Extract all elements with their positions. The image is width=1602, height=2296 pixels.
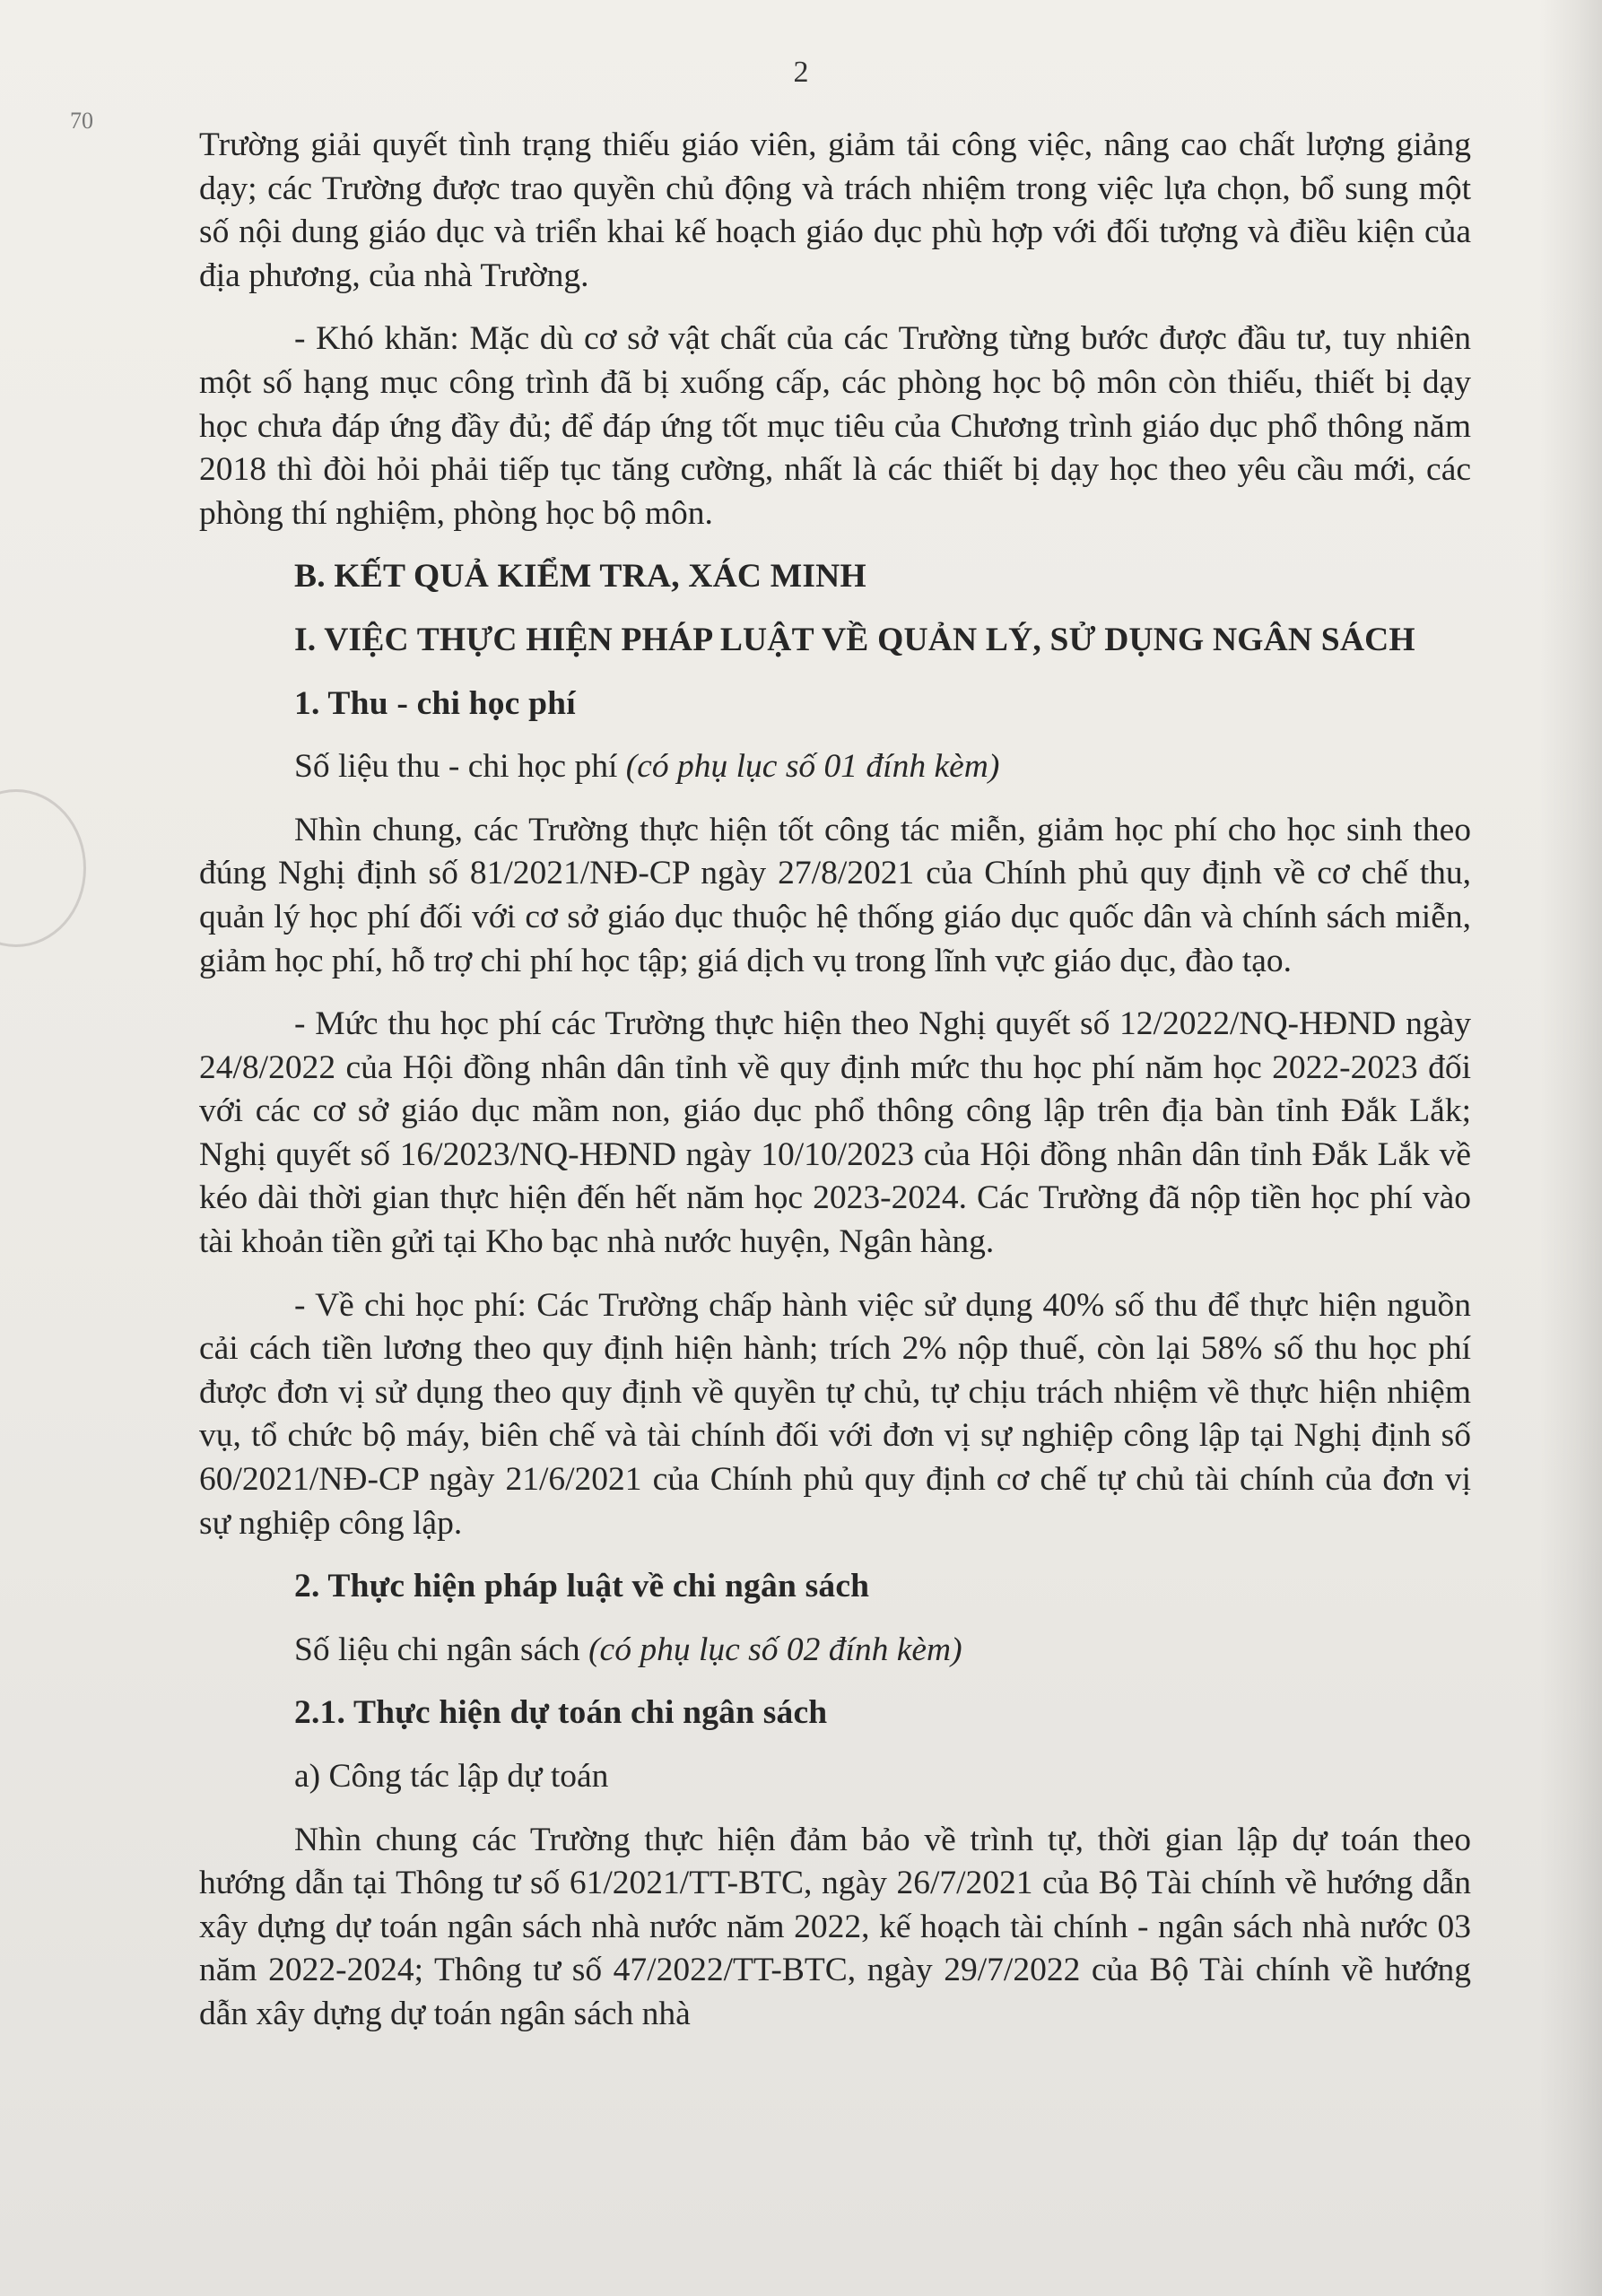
heading-section-i: I. VIỆC THỰC HIỆN PHÁP LUẬT VỀ QUẢN LÝ, SỬ DỤNG NGÂN SÁCH — [294, 621, 1415, 658]
page-number: 2 — [793, 56, 809, 89]
heading-section-b: B. KẾT QUẢ KIỂM TRA, XÁC MINH — [294, 558, 866, 596]
paragraph-1: Trường giải quyết tình trạng thiếu giáo viên, giảm tải công việc, nâng cao chất lượng giảng dạy; các Trường được trao quyền chủ động và trách nhiệm trong việc lựa chọn, bổ sung một số nội dung giáo dục và triển khai kế hoạch giáo dục phù hợp với đối tượng và điều kiện của địa phương, của nhà Trường. — [199, 126, 1471, 294]
margin-handwritten-mark: 70 — [70, 108, 93, 134]
appendix-01-note: (có phụ lục số 01 đính kèm) — [625, 748, 1000, 786]
tuition-data-text: Số liệu thu - chi học phí — [294, 748, 626, 786]
heading-2-1-budget-estimate: 2.1. Thực hiện dự toán chi ngân sách — [294, 1694, 828, 1732]
heading-a-estimate-preparation: a) Công tác lập dự toán — [294, 1758, 609, 1795]
budget-data-text: Số liệu chi ngân sách — [294, 1631, 589, 1668]
paragraph-tuition-spending: - Về chi học phí: Các Trường chấp hành việc sử dụng 40% số thu để thực hiện nguồn cải cách tiền lương theo quy định hiện hành; trích 2% nộp thuế, còn lại 58% số thu học phí được đơn vị sử dụng theo quy định về quyền tự chủ, tự chịu trách nhiệm về thực hiện nhiệm vụ, tổ chức bộ máy, biên chế và tài chính đối với đơn vị sự nghiệp công lập tại Nghị định số 60/2021/NĐ-CP ngày 21/6/2021 của Chính phủ quy định cơ chế tự chủ tài chính của đơn vị sự nghiệp công lập. — [199, 1286, 1471, 1542]
page-edge-shadow — [1539, 0, 1602, 2296]
seal-stamp-partial — [0, 789, 86, 947]
paragraph-difficulties: - Khó khăn: Mặc dù cơ sở vật chất của các Trường từng bước được đầu tư, tuy nhiên một số hạng mục công trình đã bị xuống cấp, các phòng học bộ môn còn thiếu, thiết bị dạy học chưa đáp ứng đầy đủ; để đáp ứng tốt mục tiêu của Chương trình giáo dục phổ thông năm 2018 thì đòi hỏi phải tiếp tục tăng cường, nhất là các thiết bị dạy học theo yêu cầu mới, các phòng thí nghiệm, phòng học bộ môn. — [199, 320, 1471, 532]
appendix-02-note: (có phụ lục số 02 đính kèm) — [588, 1631, 962, 1668]
document-body — [199, 124, 1471, 2037]
heading-2-budget: 2. Thực hiện pháp luật về chi ngân sách — [294, 1568, 870, 1605]
paragraph-tuition-rates: - Mức thu học phí các Trường thực hiện theo Nghị quyết số 12/2022/NQ-HĐND ngày 24/8/2022 của Hội đồng nhân dân tỉnh về quy định mức thu học phí năm học 2022-2023 đối với các cơ sở giáo dục mầm non, giáo dục phổ thông công lập trên địa bàn tỉnh Đắk Lắk; Nghị quyết số 16/2023/NQ-HĐND ngày 10/10/2023 của Hội đồng nhân dân tỉnh Đắk Lắk về kéo dài thời gian thực hiện đến hết năm học 2023-2024. Các Trường đã nộp tiền học phí vào tài khoản tiền gửi tại Kho bạc nhà nước huyện, Ngân hàng. — [199, 1005, 1471, 1261]
paragraph-estimate-procedure: Nhìn chung các Trường thực hiện đảm bảo về trình tự, thời gian lập dự toán theo hướng dẫn tại Thông tư số 61/2021/TT-BTC, ngày 26/7/2021 của Bộ Tài chính về hướng dẫn xây dựng dự toán ngân sách nhà nước năm 2022, kế hoạch tài chính - ngân sách nhà nước 03 năm 2022-2024; Thông tư số 47/2022/TT-BTC, ngày 29/7/2022 của Bộ Tài chính về hướng dẫn xây dựng dự toán ngân sách nhà — [199, 1821, 1471, 2032]
budget-data-line — [199, 1629, 1471, 1673]
tuition-data-line — [199, 745, 1471, 789]
heading-1-tuition: 1. Thu - chi học phí — [294, 684, 576, 722]
paragraph-tuition-overview: Nhìn chung, các Trường thực hiện tốt công tác miễn, giảm học phí cho học sinh theo đúng Nghị định số 81/2021/NĐ-CP ngày 27/8/2021 của Chính phủ quy định về cơ chế thu, quản lý học phí đối với cơ sở giáo dục thuộc hệ thống giáo dục quốc dân và chính sách miễn, giảm học phí, hỗ trợ chi phí học tập; giá dịch vụ trong lĩnh vực giáo dục, đào tạo. — [199, 811, 1471, 979]
